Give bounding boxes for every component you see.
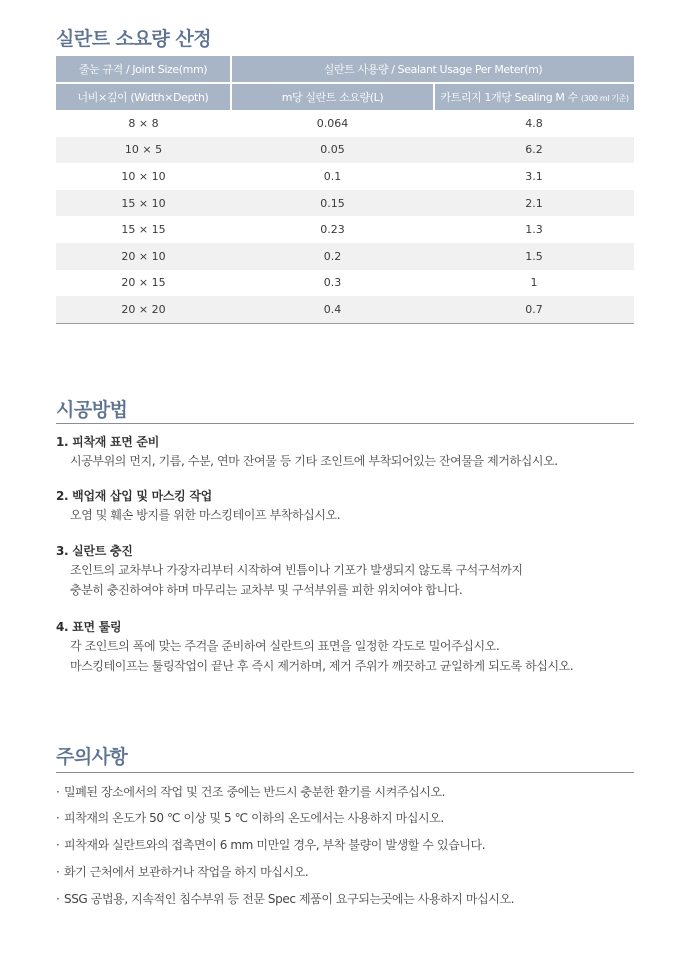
caution-item-text: 밀폐된 장소에서의 작업 및 건조 중에는 반드시 충분한 환기를 시켜주십시오. xyxy=(64,785,446,799)
caution-item-text: 피착재의 온도가 50 ℃ 이상 및 5 ℃ 이하의 온도에서는 사용하지 마십시오. xyxy=(64,811,444,825)
header-per-cartridge-main: 카트리지 1개당 Sealing M 수 xyxy=(440,91,578,104)
sealant-usage-table xyxy=(56,56,634,324)
cell-joint-size: 10 × 5 xyxy=(56,137,231,164)
cell-joint-size: 20 × 10 xyxy=(56,243,231,270)
caution-item-text: 피착재와 실란트와의 접촉면이 6 mm 미만일 경우, 부착 불량이 발생할 수 있습니다. xyxy=(64,838,486,852)
method-step-heading: 4. 표면 툴링 xyxy=(56,620,122,634)
table-row xyxy=(56,216,634,243)
caution-section-title: 주의사항 xyxy=(56,746,128,768)
cell-meters-per-cartridge: 6.2 xyxy=(434,137,634,164)
cell-meters-per-cartridge: 2.1 xyxy=(434,190,634,217)
usage-section-title: 실란트 소요량 산정 xyxy=(56,28,212,50)
cell-joint-size: 15 × 15 xyxy=(121,223,166,237)
method-step xyxy=(56,487,656,525)
bullet-icon: · xyxy=(56,811,60,825)
table-row xyxy=(56,163,634,190)
cell-meters-per-cartridge: 0.7 xyxy=(434,296,634,323)
header-width-depth: 너비×깊이 (Width×Depth) xyxy=(56,83,231,110)
cell-liters-per-meter: 0.4 xyxy=(231,296,434,323)
table-row xyxy=(56,110,634,137)
cell-meters-per-cartridge: 1.5 xyxy=(434,243,634,270)
header-per-cartridge-note: (300 ml 기준) xyxy=(580,94,629,103)
cell-liters-per-meter: 0.23 xyxy=(320,223,345,237)
method-step-text: 각 조인트의 폭에 맞는 주걱을 준비하여 실란트의 표면을 일정한 각도로 밀어주십시오. xyxy=(70,639,500,653)
method-step-text: 오염 및 훼손 방지를 위한 마스킹테이프 부착하십시오. xyxy=(70,508,341,522)
bullet-icon: · xyxy=(56,892,60,906)
cell-meters-per-cartridge: 3.1 xyxy=(525,169,543,183)
header-per-meter-liters: m당 실란트 소요량(L) xyxy=(231,83,434,110)
method-step xyxy=(56,618,656,676)
caution-item xyxy=(56,784,445,800)
caution-divider xyxy=(56,772,634,773)
bullet-icon: · xyxy=(56,865,60,879)
cell-joint-size: 15 × 10 xyxy=(56,190,231,217)
header-per-cartridge xyxy=(434,83,634,110)
bullet-icon: · xyxy=(56,838,60,852)
method-step-text: 마스킹테이프는 툴링작업이 끝난 후 즉시 제거하며, 제거 주위가 깨끗하고 균일하게 되도록 하십시오. xyxy=(70,659,574,673)
caution-item-text: SSG 공법용, 지속적인 침수부위 등 전문 Spec 제품이 요구되는곳에는 사용하지 마십시오. xyxy=(64,892,515,906)
caution-item-text: 화기 근처에서 보관하거나 작업을 하지 마십시오. xyxy=(64,865,309,879)
method-step-heading: 2. 백업재 삽입 및 마스킹 작업 xyxy=(56,489,212,503)
table-row xyxy=(56,270,634,297)
cell-liters-per-meter: 0.3 xyxy=(323,276,342,290)
cell-liters-per-meter: 0.1 xyxy=(323,169,342,183)
caution-item xyxy=(56,810,444,826)
table-row xyxy=(56,137,634,164)
method-step-heading: 1. 피착재 표면 준비 xyxy=(56,435,159,449)
header-sealant-usage: 실란트 사용량 / Sealant Usage Per Meter(m) xyxy=(231,56,634,83)
cell-joint-size: 20 × 15 xyxy=(121,276,166,290)
table-row xyxy=(56,190,634,217)
caution-item xyxy=(56,864,308,880)
method-step-text: 시공부위의 먼지, 기름, 수분, 연마 잔여물 등 기타 조인트에 부착되어있는 잔여물을 제거하십시오. xyxy=(70,454,558,468)
cell-meters-per-cartridge: 1 xyxy=(530,276,538,290)
header-joint-size: 줄눈 규격 / Joint Size(mm) xyxy=(56,56,231,83)
method-step xyxy=(56,433,656,471)
method-step-text: 충분히 충진하여야 하며 마무리는 교차부 및 구석부위를 피한 위치여야 합니다. xyxy=(70,583,463,597)
cell-liters-per-meter: 0.2 xyxy=(231,243,434,270)
cell-joint-size: 8 × 8 xyxy=(128,116,159,130)
method-divider xyxy=(56,423,634,424)
table-row xyxy=(56,296,634,323)
cell-joint-size: 20 × 20 xyxy=(56,296,231,323)
cell-joint-size: 10 × 10 xyxy=(121,169,166,183)
method-step-text: 조인트의 교차부나 가장자리부터 시작하여 빈틈이나 기포가 발생되지 않도록 구석구석까지 xyxy=(70,563,523,577)
method-step-heading: 3. 실란트 충진 xyxy=(56,544,133,558)
caution-item xyxy=(56,891,514,907)
bullet-icon: · xyxy=(56,785,60,799)
table-row xyxy=(56,243,634,270)
caution-item xyxy=(56,837,485,853)
method-step xyxy=(56,542,656,600)
method-section-title: 시공방법 xyxy=(56,399,128,421)
cell-liters-per-meter: 0.064 xyxy=(316,116,349,130)
cell-meters-per-cartridge: 1.3 xyxy=(525,223,543,237)
cell-liters-per-meter: 0.05 xyxy=(231,137,434,164)
cell-liters-per-meter: 0.15 xyxy=(231,190,434,217)
cell-meters-per-cartridge: 4.8 xyxy=(525,116,543,130)
